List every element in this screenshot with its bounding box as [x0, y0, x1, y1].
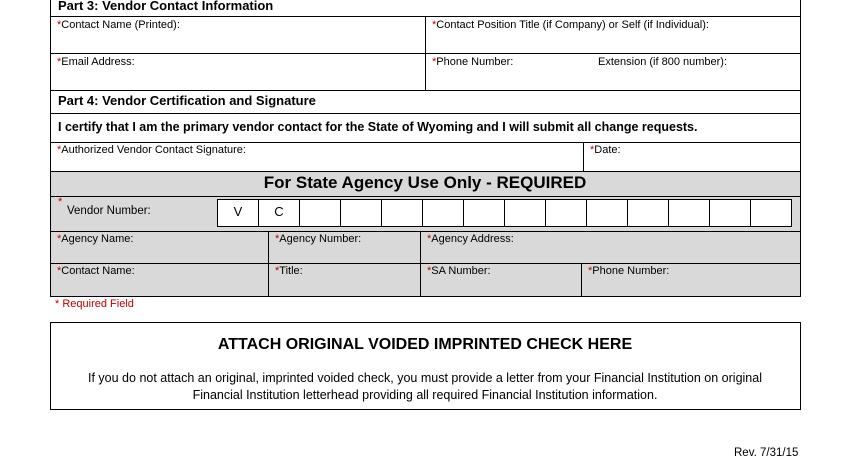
- extension-label: Extension (if 800 number):: [598, 56, 728, 68]
- sa-number-label: SA Number:: [431, 265, 491, 277]
- vendor-number-cell[interactable]: V: [217, 199, 259, 227]
- part3-title: Part 3: Vendor Contact Information: [58, 0, 274, 13]
- agency-address-field[interactable]: [421, 232, 800, 262]
- date-field[interactable]: [584, 143, 800, 171]
- contact-name-label: Contact Name (Printed):: [61, 19, 180, 31]
- vendor-number-cell[interactable]: [586, 199, 628, 227]
- contact-name-field[interactable]: [51, 17, 424, 52]
- agency-number-label: Agency Number:: [279, 233, 362, 245]
- attach-check-line2: Financial Institution letterhead providing all required Financial Institution information.: [192, 388, 658, 402]
- agency-contact-name-label: Contact Name:: [61, 265, 135, 277]
- required-field-note: * Required Field: [55, 298, 134, 310]
- vendor-number-cell[interactable]: [504, 199, 546, 227]
- vendor-number-cell[interactable]: [381, 199, 423, 227]
- required-marker: *: [432, 56, 437, 68]
- required-marker: *: [427, 265, 432, 277]
- vendor-number-label: Vendor Number:: [67, 205, 151, 217]
- date-label: Date:: [594, 144, 621, 156]
- vendor-number-cell[interactable]: [750, 199, 792, 227]
- position-title-label: Contact Position Title (if Company) or Self (if Individual):: [436, 19, 709, 31]
- extension-field[interactable]: [596, 54, 800, 90]
- sa-number-field[interactable]: [421, 264, 580, 296]
- agency-address-label: Agency Address:: [431, 233, 514, 245]
- required-marker: *: [427, 233, 432, 245]
- vendor-number-cell[interactable]: [340, 199, 382, 227]
- required-marker: *: [275, 265, 280, 277]
- agency-title-field[interactable]: [269, 264, 419, 296]
- vendor-number-cell[interactable]: [299, 199, 341, 227]
- required-marker: *: [58, 196, 63, 208]
- required-marker: *: [57, 19, 62, 31]
- part4-title: Part 4: Vendor Certification and Signature: [58, 93, 316, 108]
- phone-label: Phone Number:: [436, 56, 514, 68]
- agency-number-field[interactable]: [269, 232, 419, 262]
- vendor-number-cell[interactable]: [668, 199, 710, 227]
- signature-label: Authorized Vendor Contact Signature:: [61, 144, 246, 156]
- required-marker: *: [275, 233, 280, 245]
- agency-phone-field[interactable]: [582, 264, 800, 296]
- required-marker: *: [432, 19, 437, 31]
- signature-field[interactable]: [51, 143, 582, 171]
- attach-check-line1: If you do not attach an original, imprinted voided check, you must provide a letter from your Financial Institution on original: [88, 371, 762, 385]
- certify-text: I certify that I am the primary vendor contact for the State of Wyoming and I will submit all change requests.: [58, 120, 698, 134]
- required-marker: *: [57, 56, 62, 68]
- agency-title-rule: [50, 196, 801, 197]
- agency-name-field[interactable]: [51, 232, 267, 262]
- agency-title-label: Title:: [279, 265, 303, 277]
- vendor-number-cell[interactable]: [422, 199, 464, 227]
- required-marker: *: [57, 144, 62, 156]
- vendor-number-cell[interactable]: [545, 199, 587, 227]
- agency-name-label: Agency Name:: [61, 233, 134, 245]
- vendor-number-cell[interactable]: [463, 199, 505, 227]
- agency-phone-label: Phone Number:: [592, 265, 670, 277]
- agency-title: For State Agency Use Only - REQUIRED: [263, 173, 587, 192]
- vendor-number-cell[interactable]: [709, 199, 751, 227]
- vendor-number-cell[interactable]: [627, 199, 669, 227]
- vendor-number-cell[interactable]: C: [258, 199, 300, 227]
- required-marker: *: [590, 144, 595, 156]
- required-marker: *: [57, 265, 62, 277]
- agency-contact-name-field[interactable]: [51, 264, 267, 296]
- email-label: Email Address:: [61, 56, 135, 68]
- required-marker: *: [57, 233, 62, 245]
- position-title-field[interactable]: [426, 17, 800, 52]
- email-field[interactable]: [51, 54, 424, 90]
- phone-field[interactable]: [426, 54, 596, 90]
- revision-date: Rev. 7/31/15: [734, 447, 799, 459]
- required-marker: *: [588, 265, 593, 277]
- attach-check-heading: ATTACH ORIGINAL VOIDED IMPRINTED CHECK HERE: [217, 336, 633, 353]
